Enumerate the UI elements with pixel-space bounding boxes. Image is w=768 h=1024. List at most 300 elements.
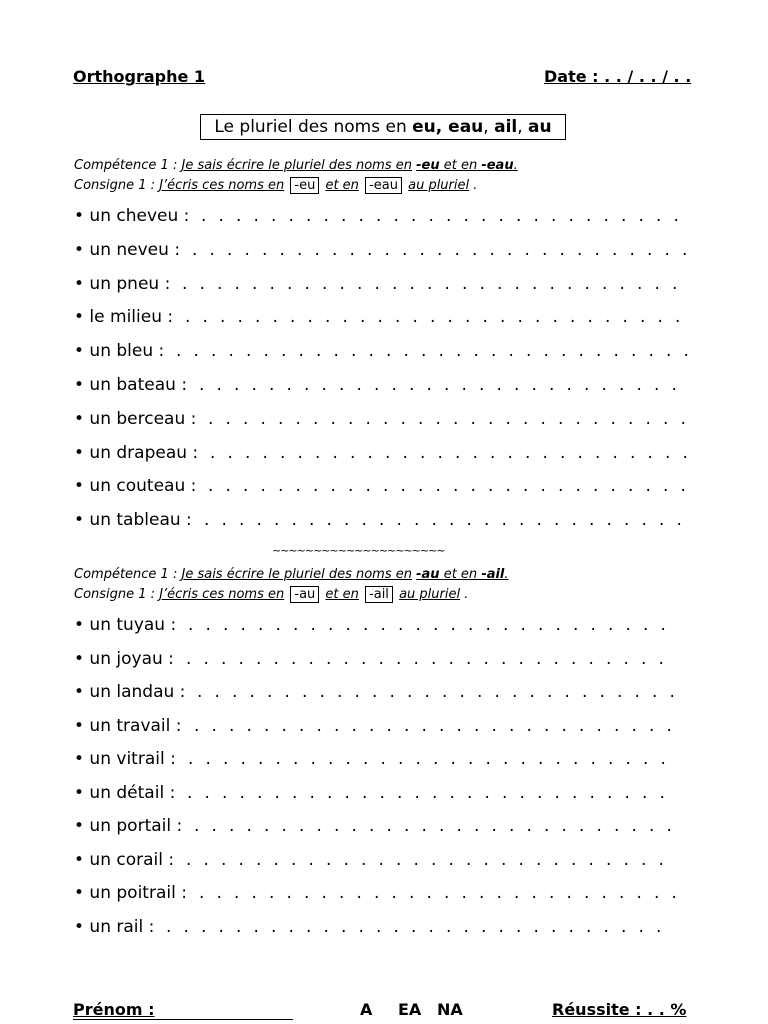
dot: .	[573, 749, 579, 769]
dot: .	[431, 849, 437, 870]
dot: .	[455, 442, 461, 463]
dot: .	[360, 307, 366, 328]
dot: .	[428, 916, 434, 937]
dot: .	[494, 682, 500, 702]
dot: .	[554, 782, 560, 803]
dot: .	[542, 239, 548, 260]
dot: .	[671, 375, 677, 395]
dot: .	[240, 615, 246, 635]
dot: .	[525, 442, 531, 463]
dot: .	[290, 307, 296, 328]
dot: .	[536, 849, 542, 870]
dot: .	[361, 849, 367, 870]
dot: .	[256, 648, 262, 669]
dot: .	[234, 375, 240, 395]
dot: .	[415, 615, 421, 635]
dot: .	[397, 782, 403, 803]
dot: .	[411, 206, 417, 226]
dot: .	[566, 883, 572, 903]
dot: .	[586, 206, 592, 226]
word-label: • un cheveu :	[74, 206, 190, 226]
consigne-dot: .	[473, 178, 478, 193]
dot: .	[288, 206, 294, 226]
dot: .	[433, 749, 439, 769]
dot: .	[356, 883, 362, 903]
dot: .	[466, 510, 472, 531]
dot: .	[509, 816, 515, 836]
title-ending-ail: ail	[494, 117, 518, 137]
dot: .	[603, 206, 609, 226]
dot: .	[589, 782, 595, 803]
dot: .	[302, 682, 308, 702]
dot: .	[463, 916, 469, 937]
dot: .	[419, 239, 425, 260]
dot: .	[229, 816, 235, 836]
dot: .	[292, 782, 298, 803]
dot: .	[588, 849, 594, 870]
dot: .	[643, 615, 649, 635]
dot: .	[658, 648, 664, 669]
dot: .	[514, 883, 520, 903]
answer-row	[74, 508, 682, 532]
dot: .	[238, 849, 244, 870]
dot: .	[623, 648, 629, 669]
answer-row	[74, 747, 666, 771]
dot: .	[365, 408, 371, 429]
dot: .	[547, 682, 553, 702]
dot: .	[680, 476, 686, 497]
dot: .	[361, 648, 367, 669]
dot: .	[260, 476, 266, 497]
dot: .	[571, 510, 577, 531]
dot: .	[199, 375, 205, 395]
dot: .	[645, 476, 651, 497]
dot: .	[683, 341, 689, 362]
dot: .	[192, 239, 198, 260]
dot: .	[267, 682, 273, 702]
dot: .	[328, 749, 334, 769]
title-ending-eu-eau: eu, eau	[412, 117, 484, 137]
dot: .	[339, 375, 345, 395]
dot: .	[236, 916, 242, 937]
dot: .	[531, 883, 537, 903]
dot: .	[470, 408, 476, 429]
dot: .	[671, 883, 677, 903]
dot: .	[415, 749, 421, 769]
dot: .	[654, 273, 660, 294]
dot: .	[420, 442, 426, 463]
dot: .	[608, 749, 614, 769]
dot: .	[310, 615, 316, 635]
dot: .	[272, 307, 278, 328]
dot: .	[656, 206, 662, 226]
dot: .	[414, 782, 420, 803]
consigne-label: Consigne 1 :	[74, 587, 156, 602]
dot: .	[391, 375, 397, 395]
dot: .	[456, 715, 462, 736]
dot: .	[430, 307, 436, 328]
dot: .	[518, 648, 524, 669]
dot: .	[578, 341, 584, 362]
dot: .	[398, 615, 404, 635]
dot: .	[582, 682, 588, 702]
dot: .	[322, 273, 328, 294]
dot: .	[631, 816, 637, 836]
dot: .	[560, 442, 566, 463]
dot: .	[258, 749, 264, 769]
dot: .	[454, 239, 460, 260]
dot: .	[319, 682, 325, 702]
word-label: • un vitrail :	[74, 749, 176, 769]
dot: .	[204, 510, 210, 531]
dot: .	[628, 408, 634, 429]
dot: .	[484, 782, 490, 803]
dot: .	[663, 408, 669, 429]
dot: .	[439, 816, 445, 836]
dot: .	[384, 239, 390, 260]
dot: .	[361, 510, 367, 531]
dot: .	[220, 307, 226, 328]
ending-box-eau: -eau	[365, 177, 402, 194]
dot: .	[631, 341, 637, 362]
title-ending-au: au	[528, 117, 552, 137]
dot: .	[223, 749, 229, 769]
dot: .	[634, 682, 640, 702]
dot: .	[637, 273, 643, 294]
dot: .	[571, 648, 577, 669]
dot: .	[194, 816, 200, 836]
dot: .	[437, 239, 443, 260]
dot: .	[356, 375, 362, 395]
dot: .	[449, 782, 455, 803]
dot: .	[491, 341, 497, 362]
dot: .	[348, 476, 354, 497]
dot: .	[337, 682, 343, 702]
dot: .	[448, 849, 454, 870]
dot: .	[372, 682, 378, 702]
dot: .	[234, 883, 240, 903]
answer-row	[74, 339, 689, 363]
dot: .	[625, 749, 631, 769]
dot: .	[624, 510, 630, 531]
dot: .	[291, 849, 297, 870]
dot: .	[201, 916, 207, 937]
dot: .	[533, 206, 539, 226]
dot: .	[666, 816, 672, 836]
dot: .	[327, 782, 333, 803]
consigne-end: au pluriel	[399, 587, 461, 602]
dot: .	[568, 916, 574, 937]
dot: .	[187, 782, 193, 803]
dot: .	[500, 307, 506, 328]
dot: .	[567, 273, 573, 294]
dot: .	[378, 849, 384, 870]
competence-text: Je sais écrire le pluriel des noms en	[181, 158, 412, 173]
dot: .	[223, 615, 229, 635]
level-a[interactable]: A	[360, 1000, 373, 1019]
dot: .	[275, 749, 281, 769]
dot: .	[183, 916, 189, 937]
dot: .	[166, 916, 172, 937]
dot: .	[474, 816, 480, 836]
dot: .	[217, 273, 223, 294]
level-na[interactable]: NA	[437, 1000, 463, 1019]
dot: .	[619, 273, 625, 294]
dot: .	[610, 408, 616, 429]
dot: .	[386, 715, 392, 736]
consigne-mid: et en	[325, 587, 359, 602]
dot: .	[523, 476, 529, 497]
dot: .	[313, 408, 319, 429]
dot: .	[526, 816, 532, 836]
dot: .	[251, 375, 257, 395]
dot: .	[622, 307, 628, 328]
dot: .	[409, 375, 415, 395]
dot: .	[444, 273, 450, 294]
dot: .	[243, 476, 249, 497]
dot: .	[304, 375, 310, 395]
dot: .	[518, 849, 524, 870]
dot: .	[641, 648, 647, 669]
dot: .	[274, 510, 280, 531]
dot: .	[307, 307, 313, 328]
dot: .	[253, 206, 259, 226]
ending-box-au: -au	[290, 586, 319, 603]
dot: .	[680, 408, 686, 429]
dot: .	[295, 476, 301, 497]
dot: .	[232, 682, 238, 702]
word-label: • un berceau :	[74, 408, 197, 429]
dot: .	[612, 442, 618, 463]
dot: .	[269, 273, 275, 294]
dot: .	[378, 648, 384, 669]
dot: .	[332, 442, 338, 463]
dot: .	[561, 341, 567, 362]
answer-row	[74, 814, 672, 838]
dot: .	[473, 341, 479, 362]
dot: .	[551, 206, 557, 226]
dot: .	[520, 749, 526, 769]
dot: .	[503, 615, 509, 635]
prenom-field[interactable]	[73, 1000, 293, 1020]
word-label: • un pneu :	[74, 273, 171, 294]
dot: .	[596, 341, 602, 362]
dot: .	[498, 916, 504, 937]
dot: .	[325, 307, 331, 328]
dot: .	[536, 510, 542, 531]
dot: .	[553, 849, 559, 870]
dot: .	[316, 816, 322, 836]
dot: .	[201, 206, 207, 226]
dot: .	[398, 749, 404, 769]
dot: .	[304, 273, 310, 294]
dot: .	[269, 883, 275, 903]
dot: .	[483, 849, 489, 870]
dot: .	[488, 408, 494, 429]
dot: .	[485, 749, 491, 769]
dot: .	[514, 273, 520, 294]
dot: .	[339, 273, 345, 294]
dot: .	[536, 648, 542, 669]
word-label: • un travail :	[74, 715, 182, 736]
dot: .	[330, 408, 336, 429]
dot: .	[315, 442, 321, 463]
dot: .	[658, 849, 664, 870]
word-label: • un couteau :	[74, 476, 197, 497]
dot: .	[203, 849, 209, 870]
dot: .	[246, 341, 252, 362]
dot: .	[345, 749, 351, 769]
dot: .	[532, 273, 538, 294]
dot: .	[228, 341, 234, 362]
dot: .	[433, 615, 439, 635]
word-label: • un bleu :	[74, 341, 165, 362]
answer-row	[74, 613, 666, 637]
dot: .	[431, 648, 437, 669]
dot: .	[559, 239, 565, 260]
dot: .	[380, 615, 386, 635]
dot: .	[682, 239, 688, 260]
dot: .	[551, 916, 557, 937]
dot: .	[299, 715, 305, 736]
dot: .	[297, 442, 303, 463]
dot: .	[421, 341, 427, 362]
dot: .	[660, 749, 666, 769]
dot: .	[351, 816, 357, 836]
dot: .	[284, 682, 290, 702]
word-label: • un corail :	[74, 849, 175, 870]
dot: .	[477, 682, 483, 702]
dot: .	[517, 307, 523, 328]
dot: .	[411, 916, 417, 937]
dot: .	[199, 883, 205, 903]
dot: .	[470, 476, 476, 497]
dot: .	[288, 916, 294, 937]
dot: .	[197, 682, 203, 702]
dot: .	[328, 615, 334, 635]
dot: .	[278, 476, 284, 497]
dot: .	[549, 375, 555, 395]
dot: .	[218, 206, 224, 226]
dot: .	[216, 883, 222, 903]
answer-row	[74, 915, 662, 939]
dot: .	[586, 916, 592, 937]
dot: .	[404, 715, 410, 736]
dot: .	[297, 239, 303, 260]
dot: .	[437, 442, 443, 463]
dot: .	[549, 273, 555, 294]
dot: .	[481, 916, 487, 937]
dot: .	[450, 615, 456, 635]
dot: .	[286, 883, 292, 903]
dot: .	[663, 476, 669, 497]
dot: .	[648, 341, 654, 362]
dot: .	[645, 408, 651, 429]
dot: .	[386, 816, 392, 836]
dot: .	[606, 648, 612, 669]
dot: .	[351, 715, 357, 736]
dot: .	[333, 341, 339, 362]
dot: .	[391, 883, 397, 903]
dot: .	[660, 615, 666, 635]
dot: .	[221, 849, 227, 870]
dot: .	[472, 442, 478, 463]
dot: .	[512, 682, 518, 702]
dot: .	[427, 273, 433, 294]
dot: .	[640, 307, 646, 328]
dot: .	[610, 476, 616, 497]
dot: .	[570, 307, 576, 328]
dot: .	[409, 883, 415, 903]
dot: .	[418, 476, 424, 497]
dot: .	[540, 476, 546, 497]
dot: .	[182, 273, 188, 294]
dot: .	[564, 682, 570, 702]
dot: .	[628, 476, 634, 497]
dot: .	[526, 341, 532, 362]
dot: .	[540, 408, 546, 429]
dot: .	[561, 816, 567, 836]
dot: .	[614, 715, 620, 736]
dot: .	[465, 307, 471, 328]
dot: .	[400, 408, 406, 429]
dot: .	[579, 715, 585, 736]
dot: .	[654, 375, 660, 395]
dot: .	[497, 273, 503, 294]
dot: .	[275, 615, 281, 635]
dot: .	[414, 510, 420, 531]
dot: .	[549, 883, 555, 903]
dot: .	[332, 239, 338, 260]
dot: .	[279, 239, 285, 260]
dot: .	[638, 206, 644, 226]
dot: .	[446, 206, 452, 226]
dot: .	[358, 206, 364, 226]
dot: .	[395, 307, 401, 328]
dot: .	[323, 206, 329, 226]
dot: .	[357, 273, 363, 294]
dot: .	[498, 206, 504, 226]
dot: .	[185, 307, 191, 328]
title-sep: ,	[517, 117, 529, 137]
dot: .	[367, 442, 373, 463]
word-label: • un portail :	[74, 816, 183, 836]
dot: .	[538, 749, 544, 769]
dot: .	[514, 375, 520, 395]
dot: .	[234, 273, 240, 294]
dot: .	[293, 749, 299, 769]
dot: .	[516, 206, 522, 226]
dot: .	[484, 510, 490, 531]
dot: .	[593, 408, 599, 429]
ending-box-ail: -ail	[365, 586, 393, 603]
dot: .	[271, 206, 277, 226]
level-ea[interactable]: EA	[398, 1000, 422, 1019]
dot: .	[501, 510, 507, 531]
dot: .	[652, 682, 658, 702]
dot: .	[334, 816, 340, 836]
dot: .	[479, 273, 485, 294]
dot: .	[345, 615, 351, 635]
answer-row	[74, 680, 675, 704]
word-label: • un tuyau :	[74, 615, 177, 635]
dot: .	[342, 307, 348, 328]
dot: .	[409, 273, 415, 294]
date-field: Date : . . / . . / . .	[544, 67, 692, 86]
dot: .	[571, 849, 577, 870]
dot: .	[448, 648, 454, 669]
dot: .	[438, 341, 444, 362]
